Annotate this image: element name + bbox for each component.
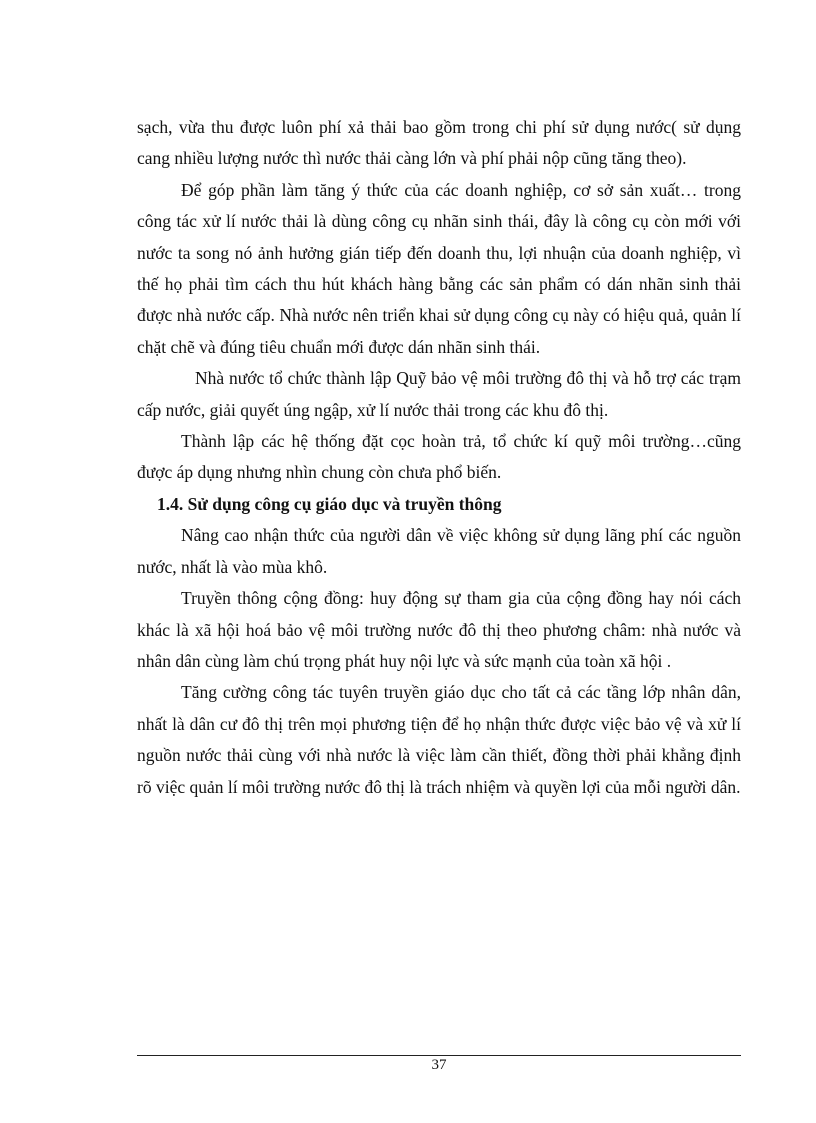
page-number: 37 [431,1057,447,1073]
section-heading: 1.4. Sử dụng công cụ giáo dục và truyền thông [157,493,502,514]
paragraph-awareness: Nâng cao nhận thức của người dân về việc không sử dụng lãng phí các nguồn nước, nhất là vào mùa khô. [137,525,741,577]
paragraph-eco-label: Để góp phần làm tăng ý thức của các doanh nghiệp, cơ sở sản xuất… trong công tác xử lí nước thải là dùng công cụ nhãn sinh thái, đây là công cụ còn mới với nước ta song nó ảnh hưởng gián tiếp đến doanh thu, lợi nhuận của doanh nghiệp, vì thế họ phải tìm cách thu hút khách hàng bằng các sản phẩm có dán nhãn sinh thải được nhà nước cấp. Nhà nước nên triển khai sử dụng công cụ này có hiệu quả, quản lí chặt chẽ và đúng tiêu chuẩn mới được dán nhãn sinh thái. [137,179,741,357]
paragraph-continuation: sạch, vừa thu được luôn phí xả thải bao gồm trong chi phí sử dụng nước( sử dụng cang nhiều lượng nước thì nước thải càng lớn và phí phải nộp cũng tăng theo). [137,117,741,169]
paragraph-deposit-refund: Thành lập các hệ thống đặt cọc hoàn trả, tổ chức kí quỹ môi trường…cũng được áp dụng nhưng nhìn chung còn chưa phổ biến. [137,431,741,483]
paragraph-environment-fund: Nhà nước tổ chức thành lập Quỹ bảo vệ môi trường đô thị và hỗ trợ các trạm cấp nước, giải quyết úng ngập, xử lí nước thải trong các khu đô thị. [137,368,741,420]
document-body [137,112,741,803]
paragraph-education: Tăng cường công tác tuyên truyền giáo dục cho tất cả các tầng lớp nhân dân, nhất là dân cư đô thị trên mọi phương tiện để họ nhận thức được việc bảo vệ và xử lí nguồn nước thải cùng với nhà nước là việc làm cần thiết, đồng thời phải khẳng định rõ việc quản lí môi trường nước đô thị là trách nhiệm và quyền lợi của mỗi người dân. [137,682,741,797]
paragraph-community-communication: Truyền thông cộng đồng: huy động sự tham gia của cộng đồng hay nói cách khác là xã hội hoá bảo vệ môi trường nước đô thị theo phương châm: nhà nước và nhân dân cùng làm chú trọng phát huy nội lực và sức mạnh của toàn xã hội . [137,588,741,671]
